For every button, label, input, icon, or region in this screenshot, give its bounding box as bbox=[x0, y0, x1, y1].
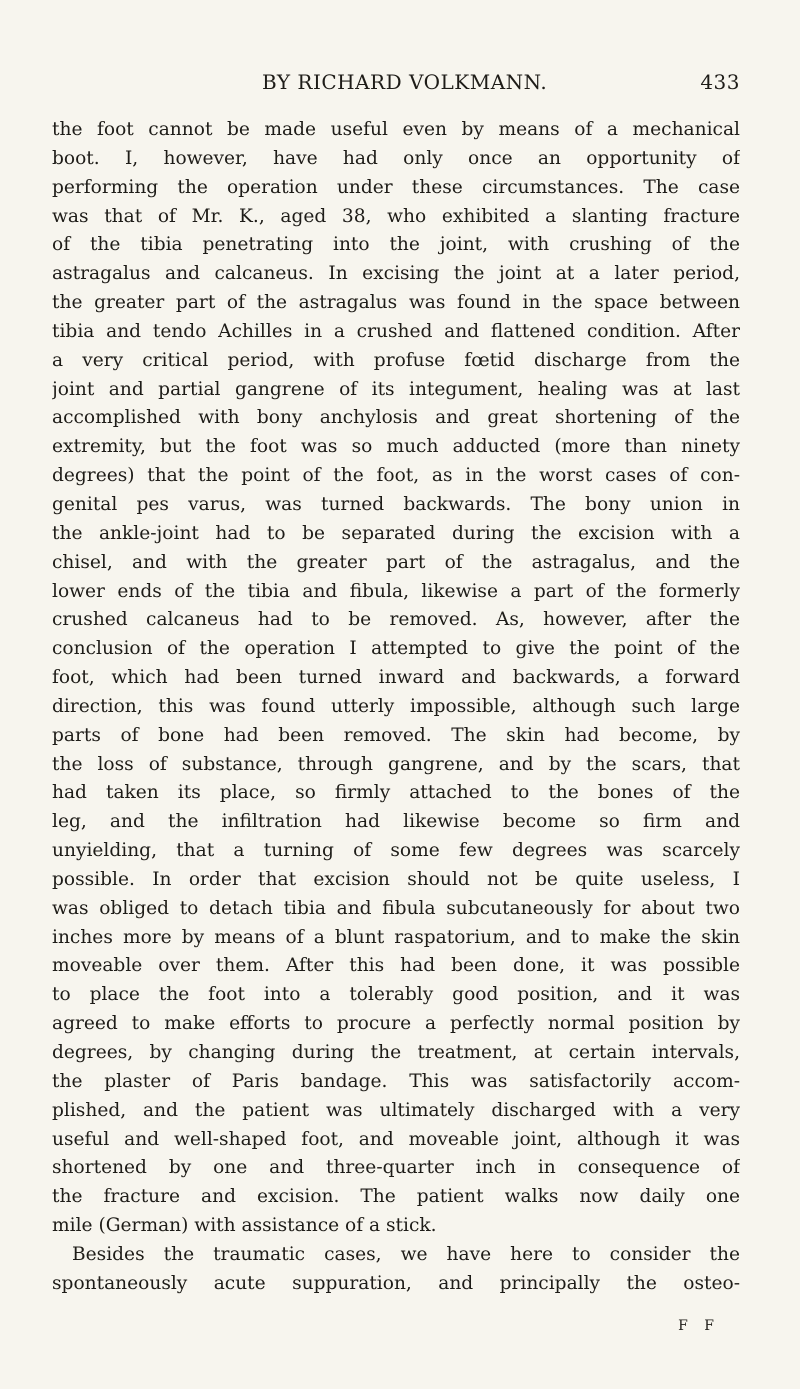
text-line: the fracture and excision. The patient walks now daily one bbox=[52, 1186, 740, 1208]
text-line: shortened by one and three-quarter inch in consequence of bbox=[52, 1157, 740, 1179]
text-line: lower ends of the tibia and fibula, likewise a part of the formerly bbox=[52, 580, 740, 602]
text-line: degrees) that the point of the foot, as in the worst cases of con- bbox=[52, 465, 740, 487]
running-head bbox=[52, 70, 740, 100]
text-line: astragalus and calcaneus. In excising the joint at a later period, bbox=[52, 263, 740, 285]
signature-mark: F F bbox=[678, 1318, 720, 1334]
text-line: the foot cannot be made useful even by means of a mechanical bbox=[52, 119, 740, 140]
text-line: performing the operation under these circumstances. The case bbox=[52, 176, 740, 198]
text-line: degrees, by changing during the treatment, at certain intervals, bbox=[52, 1042, 740, 1063]
text-line: chisel, and with the greater part of the astragalus, and the bbox=[52, 551, 740, 573]
paragraph-start-line: Besides the traumatic cases, we have here to consider the bbox=[72, 1243, 740, 1265]
text-line: extremity, but the foot was so much adducted (more than ninety bbox=[52, 436, 740, 458]
text-line: the plaster of Paris bandage. This was satisfactorily accom- bbox=[52, 1070, 740, 1092]
paragraph-end-line: mile (German) with assistance of a stick. bbox=[52, 1215, 437, 1237]
text-line: boot. I, however, have had only once an opportunity of bbox=[52, 147, 740, 169]
text-line: parts of bone had been removed. The skin had become, by bbox=[52, 724, 740, 746]
text-line: unyielding, that a turning of some few degrees was scarcely bbox=[52, 840, 740, 862]
text-line: possible. In order that excision should not be quite useless, I bbox=[52, 868, 740, 890]
running-title: BY RICHARD VOLKMANN. bbox=[262, 70, 548, 94]
text-line: joint and partial gangrene of its integument, healing was at last bbox=[52, 378, 740, 400]
text-line: useful and well-shaped foot, and moveable joint, although it was bbox=[52, 1128, 740, 1150]
page-number: 433 bbox=[700, 70, 740, 94]
text-line: accomplished with bony anchylosis and great shortening of the bbox=[52, 407, 740, 429]
text-line: was obliged to detach tibia and fibula subcutaneously for about two bbox=[52, 897, 740, 919]
text-line: agreed to make efforts to procure a perfectly normal position by bbox=[52, 1013, 740, 1035]
text-line: moveable over them. After this had been done, it was possible bbox=[52, 955, 740, 977]
text-line: had taken its place, so firmly attached to the bones of the bbox=[52, 782, 740, 804]
text-line: the greater part of the astragalus was found in the space between bbox=[52, 292, 740, 314]
text-line: spontaneously acute suppuration, and principally the osteo- bbox=[52, 1272, 740, 1294]
text-line: the ankle-joint had to be separated during the excision with a bbox=[52, 522, 740, 544]
text-line: the loss of substance, through gangrene, and by the scars, that bbox=[52, 753, 740, 775]
text-line: was that of Mr. K., aged 38, who exhibited a slanting fracture bbox=[52, 205, 740, 227]
text-line: inches more by means of a blunt raspatorium, and to make the skin bbox=[52, 926, 740, 948]
text-line: leg, and the infiltration had likewise become so firm and bbox=[52, 811, 740, 833]
text-line: plished, and the patient was ultimately discharged with a very bbox=[52, 1099, 740, 1121]
text-line: crushed calcaneus had to be removed. As, however, after the bbox=[52, 609, 740, 631]
text-line: of the tibia penetrating into the joint, with crushing of the bbox=[52, 234, 740, 256]
text-line: foot, which had been turned inward and backwards, a forward bbox=[52, 667, 740, 689]
text-line: to place the foot into a tolerably good position, and it was bbox=[52, 984, 740, 1006]
text-line: a very critical period, with profuse fœtid discharge from the bbox=[52, 349, 740, 371]
text-line: conclusion of the operation I attempted to give the point of the bbox=[52, 638, 740, 660]
text-line: genital pes varus, was turned backwards. The bony union in bbox=[52, 493, 740, 515]
text-line: direction, this was found utterly impossible, although such large bbox=[52, 695, 740, 717]
body-text bbox=[52, 116, 740, 1299]
text-line: tibia and tendo Achilles in a crushed and flattened condition. After bbox=[52, 320, 740, 342]
